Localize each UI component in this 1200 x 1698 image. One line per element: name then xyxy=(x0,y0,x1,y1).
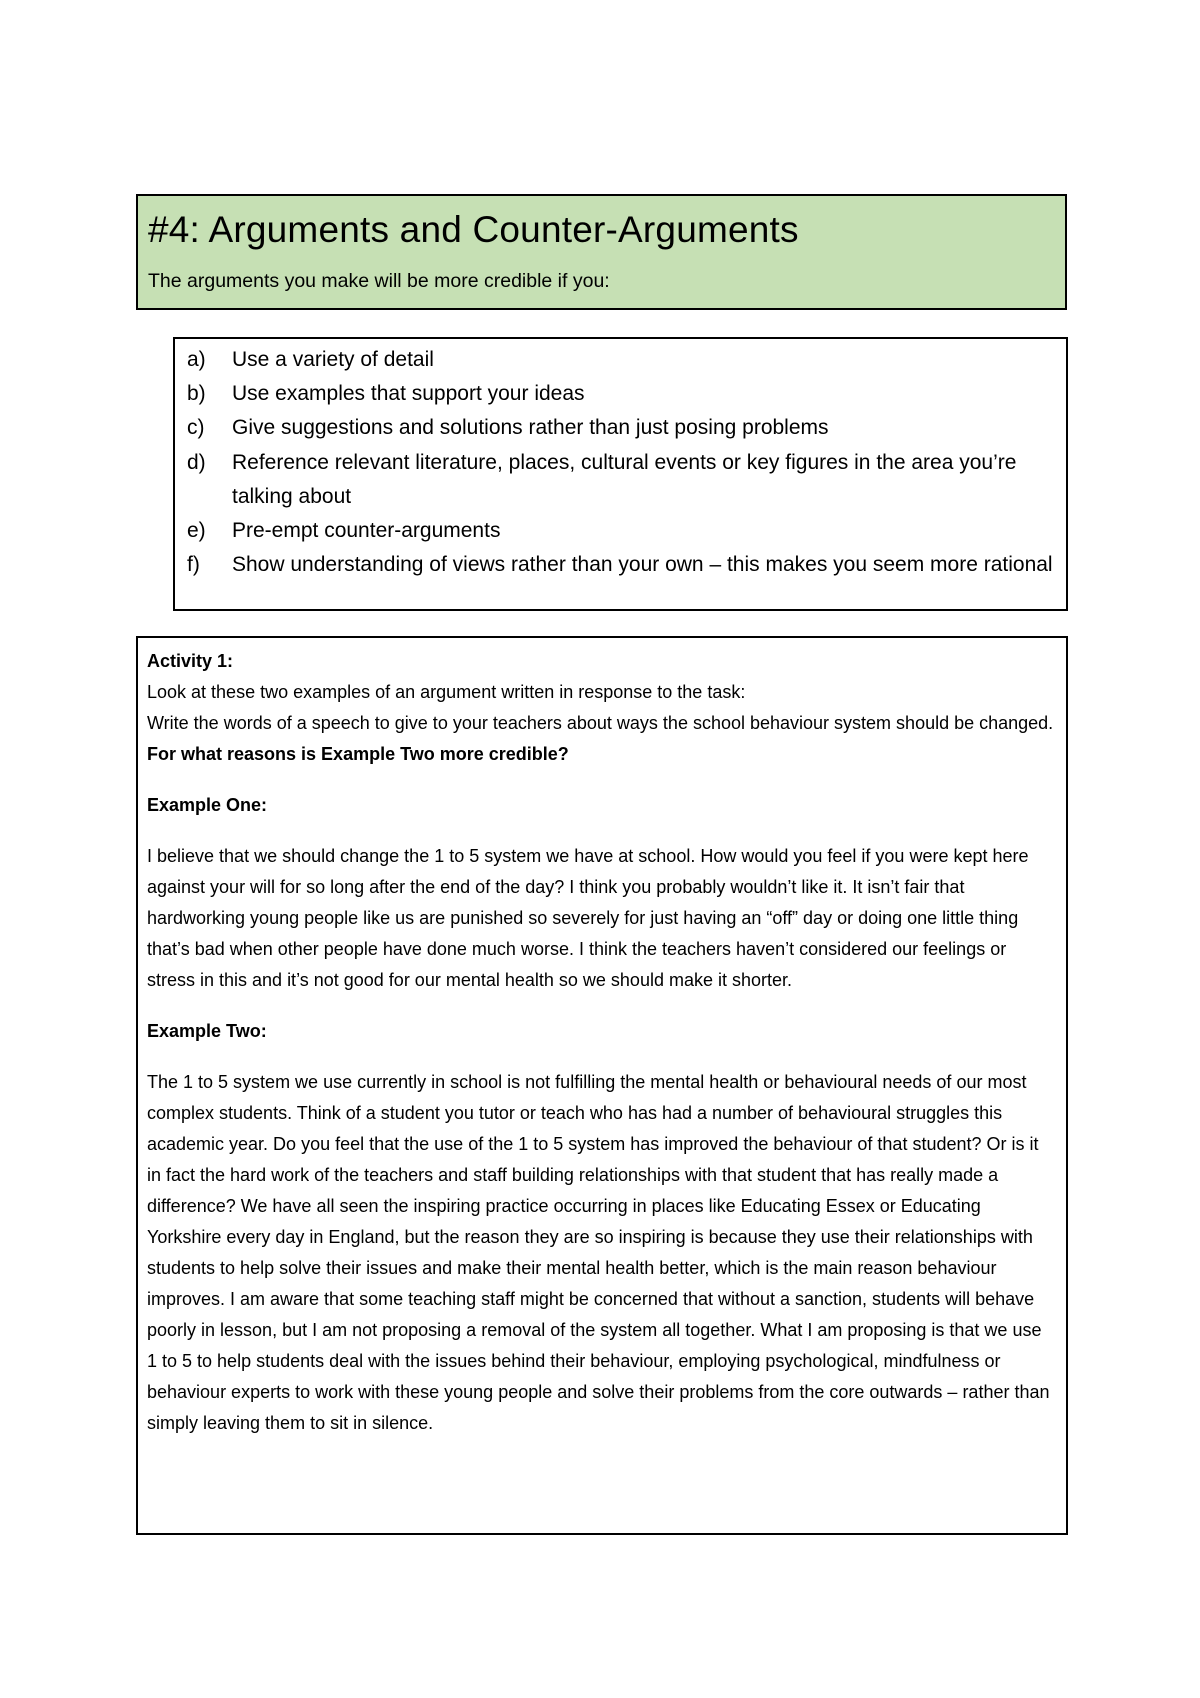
list-marker: a) xyxy=(187,348,206,371)
list-marker: b) xyxy=(187,382,206,406)
activity-box xyxy=(136,636,1068,1535)
list-item xyxy=(187,343,1056,377)
example-two-heading: Example Two: xyxy=(147,1021,267,1041)
activity-intro: Look at these two examples of an argument written in response to the task: xyxy=(147,682,746,702)
example-two-text: The 1 to 5 system we use currently in school is not fulfilling the mental health or behavioural needs of our most complex students. Think of a student you tutor or teach who has had a number of behavioural struggles this academic year. Do you feel that the use of the 1 to 5 system has improved the behaviour of that student? Or is it in fact the hard work of the teachers and staff building relationships with that student that has really made a difference? We have all seen the inspiring practice occurring in places like Educating Essex or Educating Yorkshire every day in England, but the reason they are so inspiring is because they use their relationships with students to help solve their issues and make their mental health better, which is the main reason behaviour improves. I am aware that some teaching staff might be concerned that without a sanction, students will behave poorly in lesson, but I am not proposing a removal of the system all together. What I am proposing is that we use 1 to 5 to help students deal with the issues behind their behaviour, employing psychological, mindfulness or behaviour experts to work with these young people and solve their problems from the core outwards – rather than simply leaving them to sit in silence. xyxy=(147,1072,1050,1433)
list-item xyxy=(187,377,1056,411)
page-subtitle: The arguments you make will be more credible if you: xyxy=(148,270,610,292)
example-one-text: I believe that we should change the 1 to 5 system we have at school. How would you feel if you were kept here against your will for so long after the end of the day? I think you probably wouldn’t like it. It isn’t fair that hardworking young people like us are punished so severely for just having an “off” day or doing one little thing that’s bad when other people have done much worse. I think the teachers haven’t considered our feelings or stress in this and it’s not good for our mental health so we should make it shorter. xyxy=(147,846,1029,990)
list-item-text: Reference relevant literature, places, cultural events or key figures in the area you’re talking about xyxy=(232,450,1017,508)
title-box xyxy=(136,194,1067,310)
credibility-tips-box xyxy=(173,337,1068,611)
activity-task: Write the words of a speech to give to your teachers about ways the school behaviour system should be changed. xyxy=(147,713,1054,733)
list-item xyxy=(187,411,1056,445)
list-item-text: Give suggestions and solutions rather than just posing problems xyxy=(232,416,829,440)
list-item-text: Pre-empt counter-arguments xyxy=(232,519,501,543)
list-marker: d) xyxy=(187,450,206,474)
list-item xyxy=(187,514,1056,548)
list-item-text: Use examples that support your ideas xyxy=(232,382,585,406)
list-item-text: Use a variety of detail xyxy=(232,348,434,371)
list-marker: e) xyxy=(187,519,206,543)
example-one-heading: Example One: xyxy=(147,795,268,815)
activity-question: For what reasons is Example Two more credible? xyxy=(147,744,569,764)
activity-heading: Activity 1: xyxy=(147,651,234,671)
list-marker: c) xyxy=(187,416,205,440)
list-item xyxy=(187,548,1056,582)
credibility-tips-list xyxy=(187,343,1056,582)
list-marker: f) xyxy=(187,553,200,577)
list-item-text: Show understanding of views rather than your own – this makes you seem more rational xyxy=(232,553,1053,577)
list-item xyxy=(187,446,1056,514)
page-title: #4: Arguments and Counter-Arguments xyxy=(148,209,799,250)
